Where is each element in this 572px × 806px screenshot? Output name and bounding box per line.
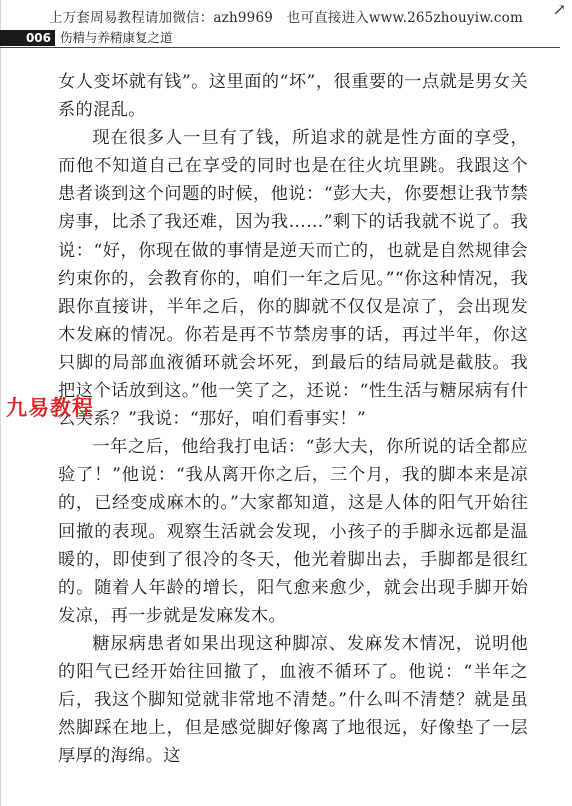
paragraph: 一年之后，他给我打电话：“彭大夫，你所说的话全都应验了！”他说：“我从离开你之后，三个月，我的脚本来是凉的，已经变成麻木的。”大家都知道，这是人体的阳气开始往回撤的表现。观察生活就会发现，小孩子的手脚永远都是温暖的，即使到了很冷的冬天，他光着脚出去，手脚都是很红的。随着人年龄的增长，阳气愈来愈少，就会出现手脚开始发凉，再一步就是发麻发木。: [58, 437, 528, 626]
running-title: 伤精与养精康复之道: [60, 30, 173, 45]
header-rule: [0, 47, 560, 48]
paragraph: 糖尿病患者如果出现这种脚凉、发麻发木情况，说明他的阳气已经开始往回撤了，血液不循环了。他说：“半年之后，我这个脚知觉就非常地不清楚。”什么叫不清楚？就是虽然脚踩在地上，但是感觉脚好像离了地很远，好像垫了一层厚厚的海绵。这: [58, 633, 528, 767]
page-header: [0, 28, 572, 48]
paragraph: 现在很多人一旦有了钱，所追求的就是性方面的享受，而他不知道自己在享受的同时也是在往火坑里跳。我跟这个患者谈到这个问题的时候，他说：“彭大夫，你要想让我节禁房事，比杀了我还难，因为我……”剩下的话我就不说了。我说：“好，你现在做的事情是逆天而亡的，也就是自然规律会约束你的，会教育你的，咱们一年之后见。”“你这种情况，我跟你直接讲，半年之后，你的脚就不仅仅是凉了，会出现发木发麻的情况。你若是再不节禁房事的话，再过半年，你这只脚的局部血液循环就会坏死，到最后的结局就是截肢。我把这个话放到这。”他一笑了之，还说：“性生活与糖尿病有什么关系？”我说：“那好，咱们看事实！”: [58, 128, 528, 430]
page-number: 006: [0, 30, 55, 46]
scan-edge-line: [0, 0, 1, 806]
watermark-text: 上万套周易教程请加微信：azh9969 也可直接进入www.265zhouyiw.com: [49, 10, 523, 26]
body-text: [58, 68, 528, 770]
watermark-stamp: 九易教程: [6, 396, 94, 420]
paragraph: 女人变坏就有钱”。这里面的“坏”，很重要的一点就是男女关系的混乱。: [58, 72, 528, 121]
corner-arrow-icon: ↗: [552, 0, 566, 19]
